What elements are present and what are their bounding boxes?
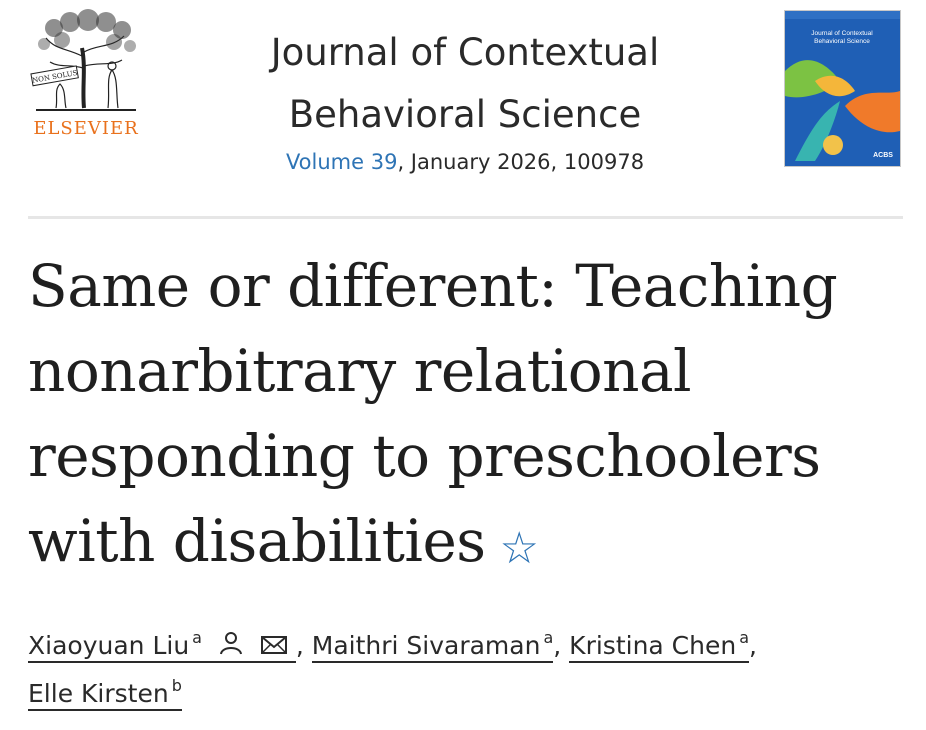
author-link-1[interactable] — [28, 628, 296, 663]
journal-info — [200, 22, 730, 174]
elsevier-wordmark: ELSEVIER — [33, 118, 139, 139]
author-affiliation: a — [739, 628, 750, 647]
journal-title-link[interactable] — [200, 22, 730, 146]
envelope-icon — [260, 634, 288, 656]
cover-title-line1: Journal of Contextual — [811, 30, 873, 37]
separator: , — [553, 631, 570, 660]
article-title-line4: with disabilities — [28, 507, 486, 575]
separator: , — [749, 631, 757, 660]
author-name: Maithri Sivaraman — [311, 631, 541, 660]
issue-date-number: , January 2026, 100978 — [397, 150, 645, 174]
journal-title-line2: Behavioral Science — [288, 93, 642, 136]
cover-badge: ACBS — [873, 152, 893, 159]
author-name: Elle Kirsten — [28, 679, 169, 708]
issue-info — [200, 150, 730, 174]
cover-title-line2: Behavioral Science — [814, 38, 870, 45]
author-name: Kristina Chen — [569, 631, 737, 660]
article-title-line3: responding to preschoolers — [28, 422, 821, 490]
journal-cover-image[interactable] — [784, 10, 901, 167]
author-affiliation: a — [543, 628, 554, 647]
author-link-4[interactable] — [28, 676, 182, 711]
article-title-line2: nonarbitrary relational — [28, 337, 692, 405]
author-link-3[interactable] — [569, 628, 750, 663]
motto-text: NON SOLUS — [31, 68, 79, 85]
author-affiliation: b — [171, 676, 182, 695]
author-link-2[interactable] — [311, 628, 554, 663]
volume-link[interactable]: Volume 39 — [285, 150, 398, 174]
elsevier-logo[interactable] — [26, 8, 146, 140]
person-icon — [218, 630, 244, 656]
article-header — [0, 0, 926, 200]
star-icon[interactable]: ☆ — [499, 523, 539, 574]
article-title-line1: Same or different: Teaching — [28, 252, 838, 320]
header-divider — [28, 216, 903, 219]
author-affiliation: a — [192, 628, 202, 647]
author-list — [28, 622, 908, 718]
separator: , — [295, 631, 312, 660]
elsevier-tree-icon — [26, 8, 146, 118]
article-title — [28, 244, 908, 591]
journal-title-line1: Journal of Contextual — [270, 31, 660, 74]
author-name: Xiaoyuan Liu — [28, 631, 190, 660]
